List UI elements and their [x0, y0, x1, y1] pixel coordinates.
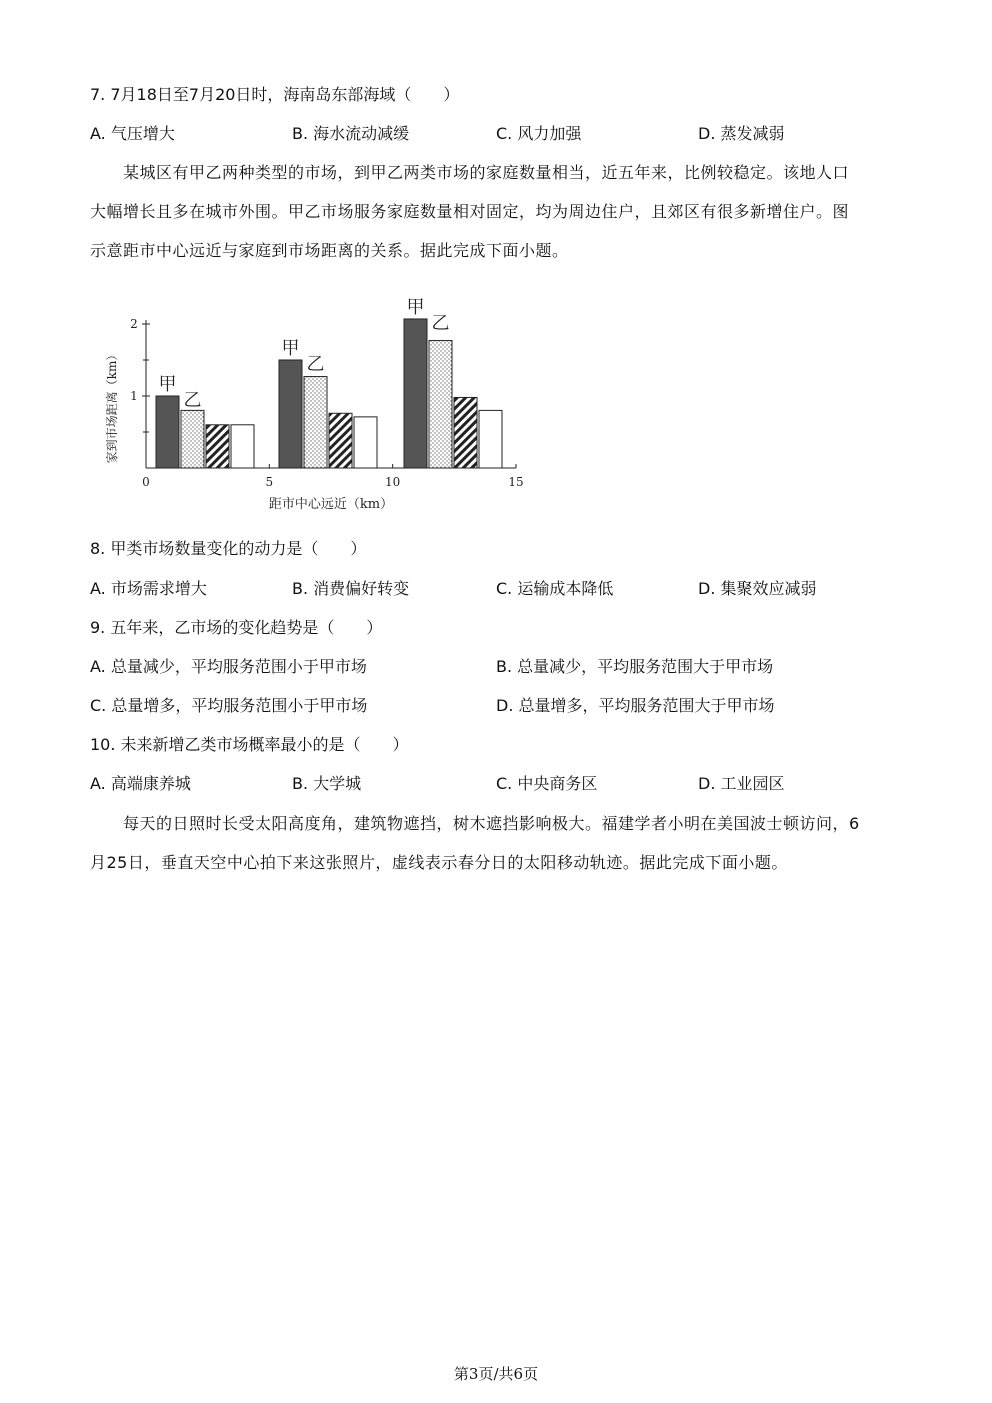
- bar-group-2-dotted: [304, 377, 327, 468]
- bar-group-3-white: [479, 410, 502, 468]
- market-distance-bar-chart: [96, 290, 536, 520]
- q9-option-b[interactable]: B. 总量减少，平均服务范围大于甲市场: [496, 657, 774, 676]
- bar-label-yi: 乙: [306, 354, 325, 375]
- bar-group-1-dotted: [181, 410, 204, 468]
- bar-label-jia: 甲: [158, 374, 177, 395]
- q8-option-d[interactable]: D. 集聚效应减弱: [698, 579, 817, 598]
- q10-option-a[interactable]: A. 高端康养城: [90, 774, 191, 793]
- y-axis-title: 家到市场距离（km）: [105, 348, 119, 464]
- question-7-stem: 7. 7月18日至7月20日时，海南岛东部海域（ ）: [90, 85, 460, 104]
- bar-group-3-hatched: [454, 397, 477, 468]
- page-number-footer: 第3页/共6页: [453, 1365, 539, 1383]
- q10-option-b[interactable]: B. 大学城: [292, 774, 362, 793]
- passage1-line-2: 大幅增长且多在城市外围。甲乙市场服务家庭数量相对固定，均为周边住户，且郊区有很多新增住户。图: [90, 202, 850, 221]
- passage2-line-1: 每天的日照时长受太阳高度角，建筑物遮挡，树木遮挡影响极大。福建学者小明在美国波士顿访问，6: [90, 814, 860, 833]
- bar-group-1-dark: [156, 396, 179, 468]
- x-tick-label: 10: [385, 475, 401, 489]
- bar-label-jia: 甲: [281, 338, 300, 359]
- bar-group-2-dark: [279, 360, 302, 468]
- x-tick-label: 15: [508, 475, 524, 489]
- bar-group-3-dark: [404, 319, 427, 468]
- q7-option-d[interactable]: D. 蒸发减弱: [698, 124, 785, 143]
- passage2-line-2: 月25日，垂直天空中心拍下来这张照片，虚线表示春分日的太阳移动轨迹。据此完成下面小题。: [90, 853, 788, 872]
- bar-group-1-white: [231, 425, 254, 468]
- bar-label-yi: 乙: [431, 312, 450, 334]
- bar-label-yi: 乙: [183, 390, 202, 411]
- q8-option-b[interactable]: B. 消费偏好转变: [292, 579, 410, 598]
- q7-option-b[interactable]: B. 海水流动减缓: [292, 124, 410, 143]
- q10-option-d[interactable]: D. 工业园区: [698, 774, 785, 793]
- q10-option-c[interactable]: C. 中央商务区: [496, 774, 598, 793]
- bar-group-2-white: [354, 417, 377, 468]
- q7-option-c[interactable]: C. 风力加强: [496, 124, 582, 143]
- question-9-stem: 9. 五年来，乙市场的变化趋势是（ ）: [90, 618, 383, 637]
- y-tick-label: 2: [130, 317, 138, 331]
- q9-option-d[interactable]: D. 总量增多，平均服务范围大于甲市场: [496, 696, 775, 715]
- passage1-line-1: 某城区有甲乙两种类型的市场，到甲乙两类市场的家庭数量相当，近五年来，比例较稳定。该地人口: [90, 163, 850, 182]
- x-tick-label: 0: [142, 475, 150, 489]
- bar-group-3-dotted: [429, 341, 452, 468]
- q7-option-a[interactable]: A. 气压增大: [90, 124, 175, 143]
- bar-group-1-hatched: [206, 425, 229, 468]
- chart-bars: [156, 319, 502, 468]
- y-tick-label: 1: [130, 389, 138, 403]
- q8-option-a[interactable]: A. 市场需求增大: [90, 579, 207, 598]
- question-10-stem: 10. 未来新增乙类市场概率最小的是（ ）: [90, 735, 409, 754]
- bar-group-2-hatched: [329, 413, 352, 468]
- x-axis-title: 距市中心远近（km）: [268, 497, 394, 512]
- q9-option-a[interactable]: A. 总量减少，平均服务范围小于甲市场: [90, 657, 367, 676]
- passage1-line-3: 示意距市中心远近与家庭到市场距离的关系。据此完成下面小题。: [90, 241, 569, 260]
- q8-option-c[interactable]: C. 运输成本降低: [496, 579, 614, 598]
- bar-label-jia: 甲: [406, 296, 425, 318]
- x-tick-label: 5: [265, 475, 274, 489]
- q9-option-c[interactable]: C. 总量增多，平均服务范围小于甲市场: [90, 696, 368, 715]
- question-8-stem: 8. 甲类市场数量变化的动力是（ ）: [90, 539, 367, 558]
